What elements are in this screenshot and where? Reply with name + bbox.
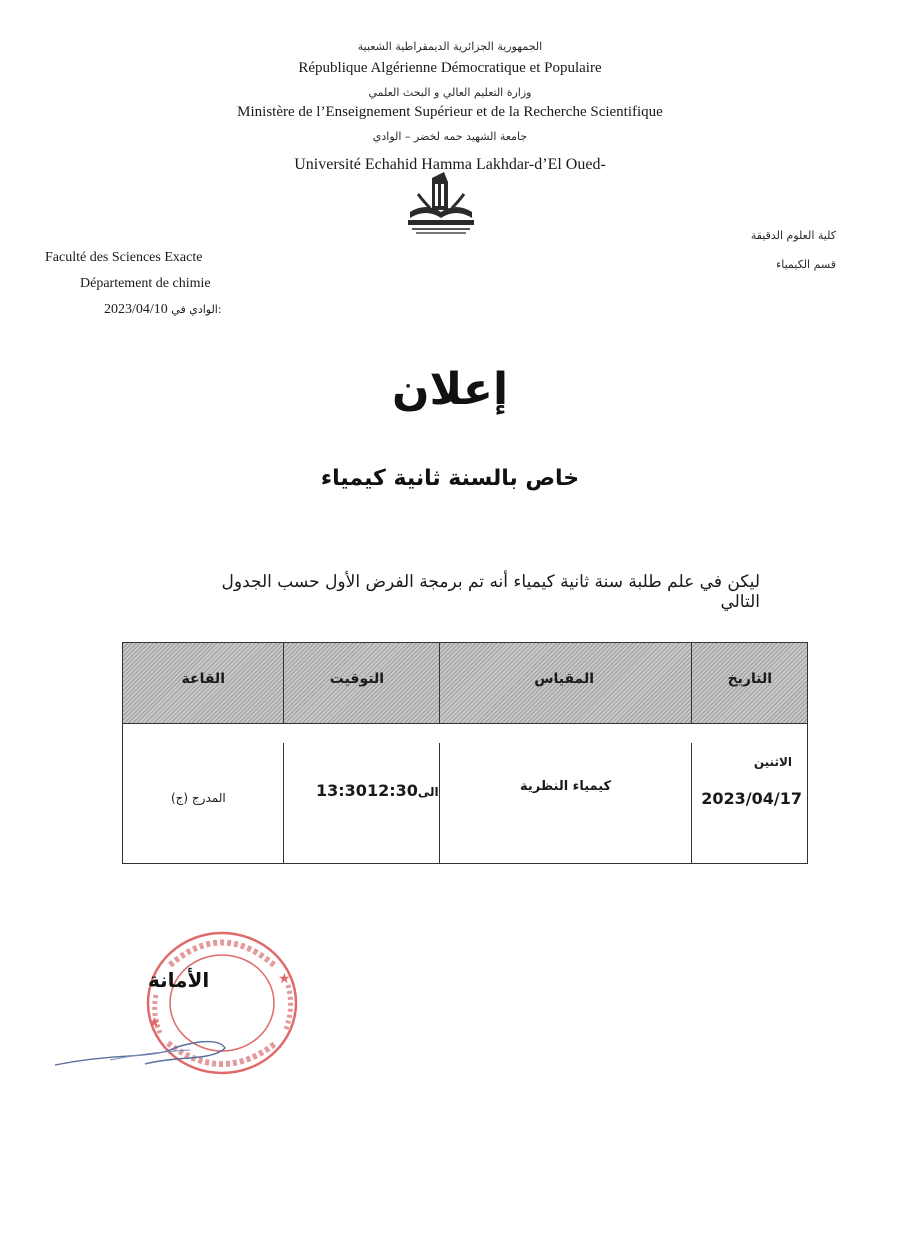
table-row [123, 743, 807, 863]
cell-date [691, 743, 808, 863]
svg-text:★: ★ [278, 971, 291, 987]
header-module: المقياس [439, 643, 692, 723]
issue-date-label: الوادي في: [171, 303, 222, 316]
republic-french: République Algérienne Démocratique et Populaire [298, 60, 602, 76]
room-value: المدرج (ج) [171, 791, 226, 805]
issue-date-value: 2023/04/10 [104, 302, 168, 317]
header-date: التاريخ [691, 643, 808, 723]
time-value: 13:30 الى12:30 [316, 781, 439, 800]
svg-text:★: ★ [148, 1015, 161, 1031]
day-value: الاثنين [753, 755, 792, 769]
handwritten-signature [50, 1030, 250, 1080]
cell-room [123, 743, 283, 863]
date-value: 2023/04/17 [701, 789, 802, 808]
module-value: كيمياء النظرية [520, 779, 612, 794]
issue-date [104, 302, 222, 318]
header-time: التوقيت [283, 643, 440, 723]
ministry-french: Ministère de l’Enseignement Supérieur et de la Recherche Scientifique [237, 104, 663, 120]
university-logo [404, 172, 478, 238]
header-room: القاعة [181, 671, 225, 687]
announcement-intro: ليكن في علم طلبة سنة ثانية كيمياء أنه تم برمجة الفرض الأول حسب الجدول التالي [221, 572, 760, 612]
cell-module [439, 743, 692, 863]
announcement-title: إعلان [391, 364, 509, 415]
republic-arabic: الجمهورية الجزائرية الديمقراطية الشعبية [357, 40, 543, 53]
university-french: Université Echahid Hamma Lakhdar-d’El Oued- [294, 156, 606, 173]
department-french: Département de chimie [80, 276, 211, 291]
faculty-arabic: كلية العلوم الدقيقة [750, 229, 836, 242]
exam-schedule-table [122, 642, 808, 864]
department-arabic: قسم الكيمياء [776, 258, 836, 271]
announcement-subtitle: خاص بالسنة ثانية كيمياء [320, 466, 580, 491]
faculty-french: Faculté des Sciences Exacte [45, 250, 203, 265]
signature-label: الأمانة [148, 968, 210, 992]
table-header-row [123, 643, 807, 724]
ministry-arabic: وزارة التعليم العالي و البحث العلمي [368, 86, 532, 99]
university-arabic: جامعة الشهيد حمه لخضر – الوادي [372, 130, 528, 143]
cell-time [283, 743, 440, 863]
